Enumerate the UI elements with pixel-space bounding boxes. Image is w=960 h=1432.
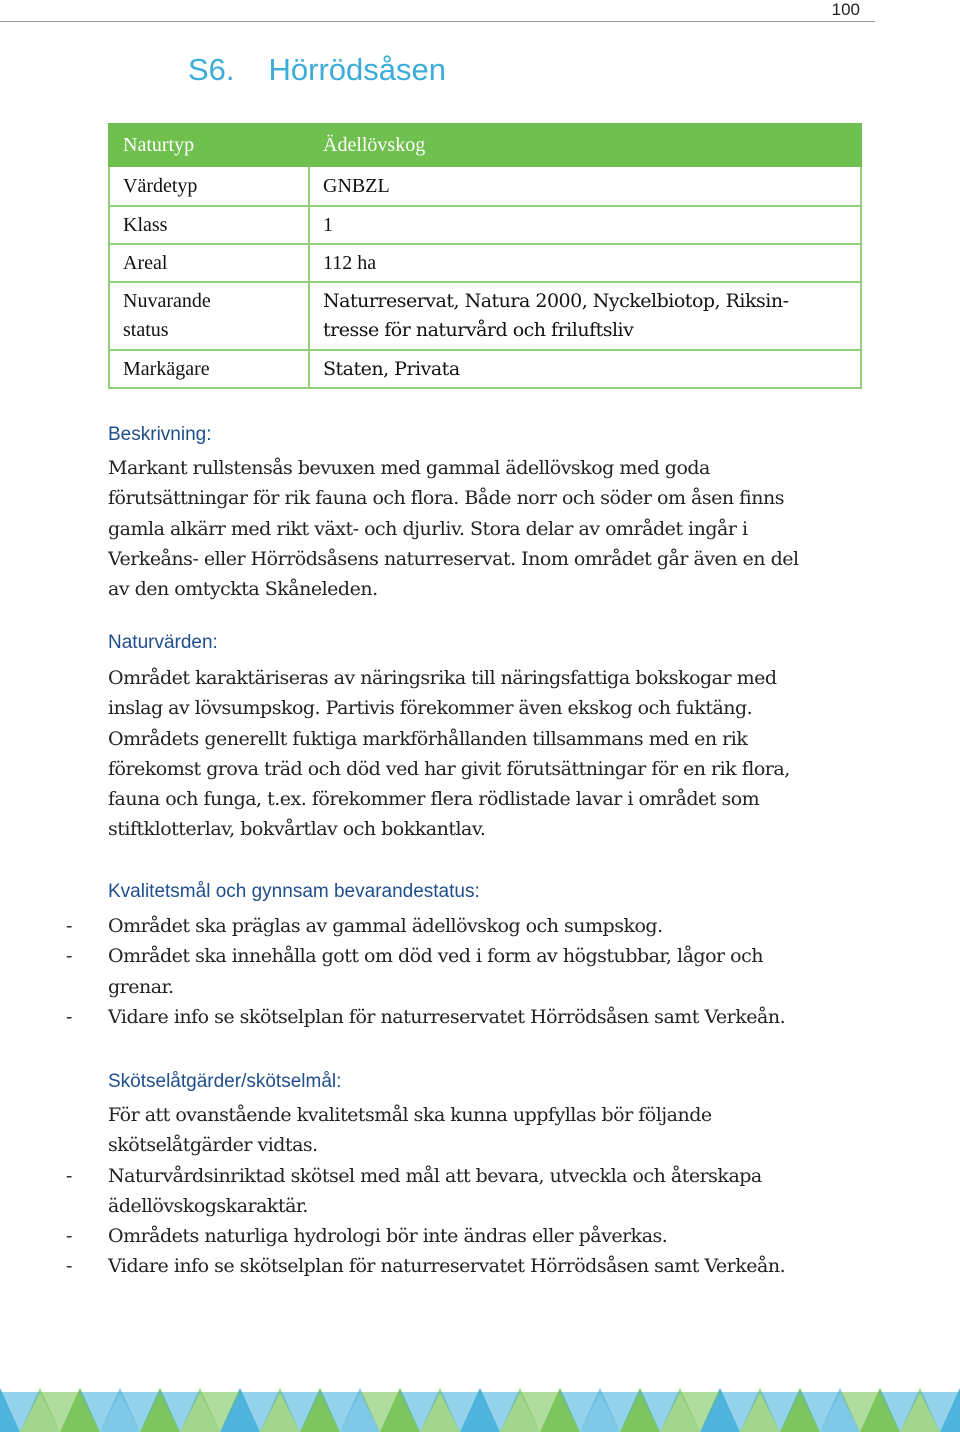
table-label: Värdetyp	[109, 166, 309, 206]
list-item	[66, 1251, 868, 1281]
table-value-line: Naturreservat, Natura 2000, Nyckelbiotop, Riksin-	[323, 290, 789, 312]
text-line: Naturvårdsinriktad skötsel med mål att bevara, utveckla och återskapa	[108, 1164, 762, 1187]
header-rule	[0, 21, 875, 22]
table-value	[309, 282, 861, 350]
table-row	[109, 166, 861, 206]
info-table	[108, 123, 862, 389]
section-heading: Kvalitetsmål och gynnsam bevarandestatus:	[108, 881, 480, 902]
table-value: 112 ha	[309, 244, 861, 282]
text-line: Området ska präglas av gammal ädellövskog och sumpskog.	[108, 915, 663, 937]
table-row	[109, 350, 861, 388]
list-item	[66, 1221, 868, 1251]
table-value-line: tresse för naturvård och friluftsliv	[323, 319, 634, 341]
table-label	[109, 282, 309, 350]
text-line: gamla alkärr med rikt växt- och djurliv. Stora delar av området ingår i	[108, 517, 748, 540]
bullet-dash: -	[66, 1225, 72, 1248]
section-naturvarden	[108, 631, 868, 845]
section-heading: Beskrivning:	[108, 424, 212, 445]
table-label: Areal	[109, 244, 309, 282]
text-line: inslag av lövsumpskog. Partivis förekommer även ekskog och fuktäng.	[108, 697, 753, 720]
text-line: förekomst grova träd och död ved har givit förutsättningar för en rik flora,	[108, 757, 790, 780]
section-body	[108, 663, 868, 845]
text-line: Områdets generellt fuktiga markförhållanden tillsammans med en rik	[108, 727, 748, 750]
text-line: För att ovanstående kvalitetsmål ska kunna uppfyllas bör följande	[108, 1104, 712, 1126]
text-line: ädellövskogskaraktär.	[108, 1194, 308, 1217]
text-line: Vidare info se skötselplan för naturreservatet Hörrödsåsen samt Verkeån.	[108, 1255, 786, 1278]
text-line: förutsättningar för rik fauna och flora. Både norr och söder om åsen finns	[108, 487, 784, 510]
section-beskrivning	[108, 423, 868, 604]
text-line: av den omtyckta Skåneleden.	[108, 578, 378, 601]
text-line: skötselåtgärder vidtas.	[108, 1134, 318, 1157]
list-item	[66, 1161, 868, 1222]
section-heading: Naturvärden:	[108, 632, 218, 653]
table-label: Naturtyp	[109, 124, 309, 166]
table-label: Klass	[109, 206, 309, 244]
table-header-row	[109, 124, 861, 166]
bullet-dash: -	[66, 1005, 72, 1028]
table-value: Staten, Privata	[309, 350, 861, 388]
text-line: Området karaktäriseras av näringsrika till näringsfattiga bokskogar med	[108, 667, 777, 689]
footer-decoration	[0, 1382, 960, 1432]
list-item	[66, 1002, 868, 1032]
text-line: stiftklotterlav, bokvårtlav och bokkantlav.	[108, 818, 486, 841]
text-line: Markant rullstensås bevuxen med gammal ädellövskog med goda	[108, 457, 710, 479]
bullet-dash: -	[66, 1255, 72, 1278]
text-line: Områdets naturliga hydrologi bör inte ändras eller påverkas.	[108, 1225, 668, 1248]
bullet-dash: -	[66, 945, 72, 968]
table-value: Ädellövskog	[309, 124, 861, 166]
table-label-line: status	[123, 319, 169, 341]
table-label-line: Nuvarande	[123, 290, 211, 312]
text-line: Vidare info se skötselplan för naturreservatet Hörrödsåsen samt Verkeån.	[108, 1005, 786, 1028]
text-line: fauna och funga, t.ex. förekommer flera rödlistade lavar i området som	[108, 788, 760, 811]
bullet-dash: -	[66, 915, 72, 937]
text-line: grenar.	[108, 975, 174, 998]
bullet-dash: -	[66, 1164, 72, 1187]
table-value: GNBZL	[309, 166, 861, 206]
text-line: Området ska innehålla gott om död ved i form av högstubbar, lågor och	[108, 945, 763, 968]
table-value: 1	[309, 206, 861, 244]
page-title	[188, 52, 446, 88]
bullet-list	[66, 1161, 868, 1282]
table-row	[109, 244, 861, 282]
table-label: Markägare	[109, 350, 309, 388]
section-heading: Skötselåtgärder/skötselmål:	[108, 1071, 342, 1092]
section-title: Hörrödsåsen	[268, 52, 447, 87]
list-item	[66, 911, 868, 941]
section-skotsel	[66, 1070, 868, 1282]
section-number: S6.	[188, 52, 235, 87]
bullet-list	[66, 911, 868, 1032]
text-line: Verkeåns- eller Hörrödsåsens naturreservat. Inom området går även en del	[108, 547, 799, 570]
table-row	[109, 282, 861, 350]
page-number: 100	[831, 0, 860, 19]
section-kvalitetsmal	[66, 880, 868, 1032]
table-row	[109, 206, 861, 244]
section-body	[108, 453, 868, 604]
list-item	[66, 941, 868, 1002]
section-body	[108, 1100, 868, 1161]
